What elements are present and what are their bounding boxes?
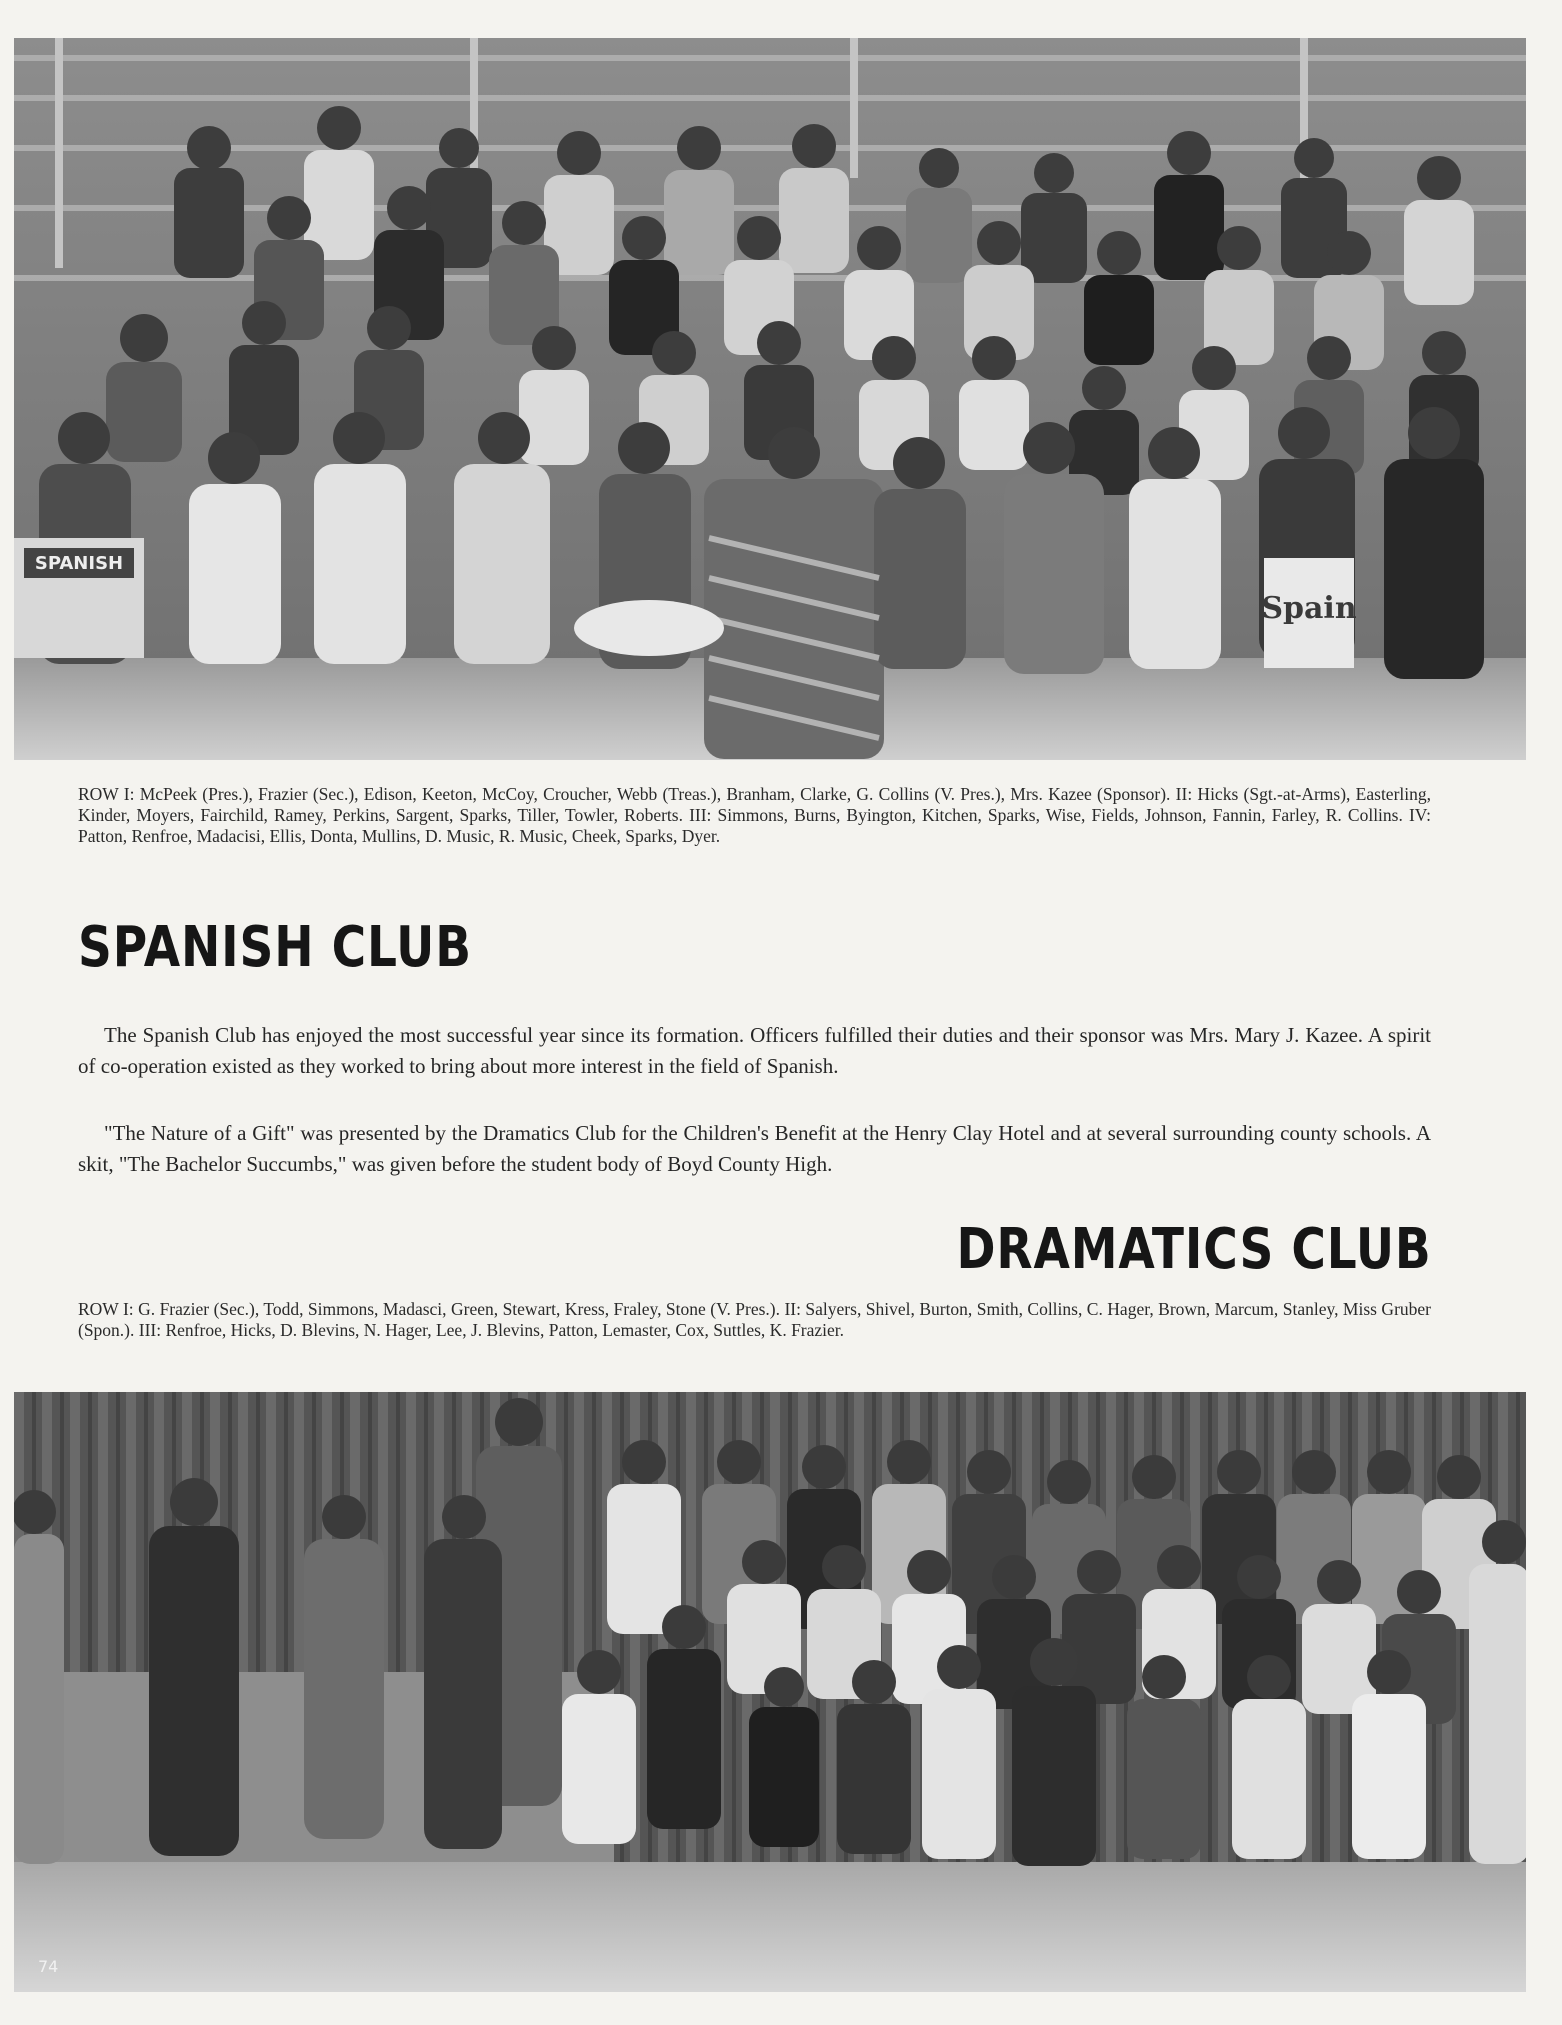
dramatics-club-caption: ROW I: G. Frazier (Sec.), Todd, Simmons, Madasci, Green, Stewart, Kress, Fraley, Stone (V. Pres.). II: Salyers, Shivel, Burton, Smith, Collins, C. Hager, Brown, Marcum, Stanley, Miss Gruber (Spon.). III: Renfroe, Hicks, D. Blevins, N. Hager, Lee, J. Blevins, Patton, Lemaster, Cox, Suttles, K. Frazier. bbox=[78, 1299, 1431, 1340]
page-number: 74 bbox=[38, 1957, 59, 1976]
spain-book-label: Spain bbox=[1261, 591, 1357, 626]
dramatics-club-heading: DRAMATICS CLUB bbox=[956, 1217, 1432, 1282]
spanish-record-label: SPANISH bbox=[34, 553, 124, 574]
spanish-club-caption: ROW I: McPeek (Pres.), Frazier (Sec.), Edison, Keeton, McCoy, Croucher, Webb (Treas.), Branham, Clarke, G. Collins (V. Pres.), Mrs. Kazee (Sponsor). II: Hicks (Sgt.-at-Arms), Easterling, Kinder, Moyers, Fairchild, Ramey, Perkins, Sargent, Sparks, Tiller, Towler, Roberts. III: Simmons, Burns, Byington, Kitchen, Sparks, Wise, Fields, Johnson, Fannin, Farley, R. Collins. IV: Patton, Renfroe, Madacisi, Ellis, Donta, Mullins, D. Music, R. Music, Cheek, Sparks, Dyer. bbox=[78, 784, 1431, 846]
dramatics-club-photo bbox=[14, 1392, 1526, 1992]
dramatics-club-photo-illustration bbox=[14, 1392, 1526, 1992]
spanish-club-heading: SPANISH CLUB bbox=[78, 915, 472, 980]
spanish-club-photo bbox=[14, 38, 1526, 760]
spanish-club-photo-illustration bbox=[14, 38, 1526, 760]
spanish-club-description: The Spanish Club has enjoyed the most successful year since its formation. Officers fulfilled their duties and their sponsor was Mrs. Mary J. Kazee. A spirit of co-operation existed as they worked to bring about more interest in the field of Spanish. bbox=[78, 1023, 1431, 1078]
dramatics-club-description: "The Nature of a Gift" was presented by the Dramatics Club for the Children's Benefit at the Henry Clay Hotel and at several surrounding county schools. A skit, "The Bachelor Succumbs," was given before the student body of Boyd County High. bbox=[78, 1121, 1431, 1176]
